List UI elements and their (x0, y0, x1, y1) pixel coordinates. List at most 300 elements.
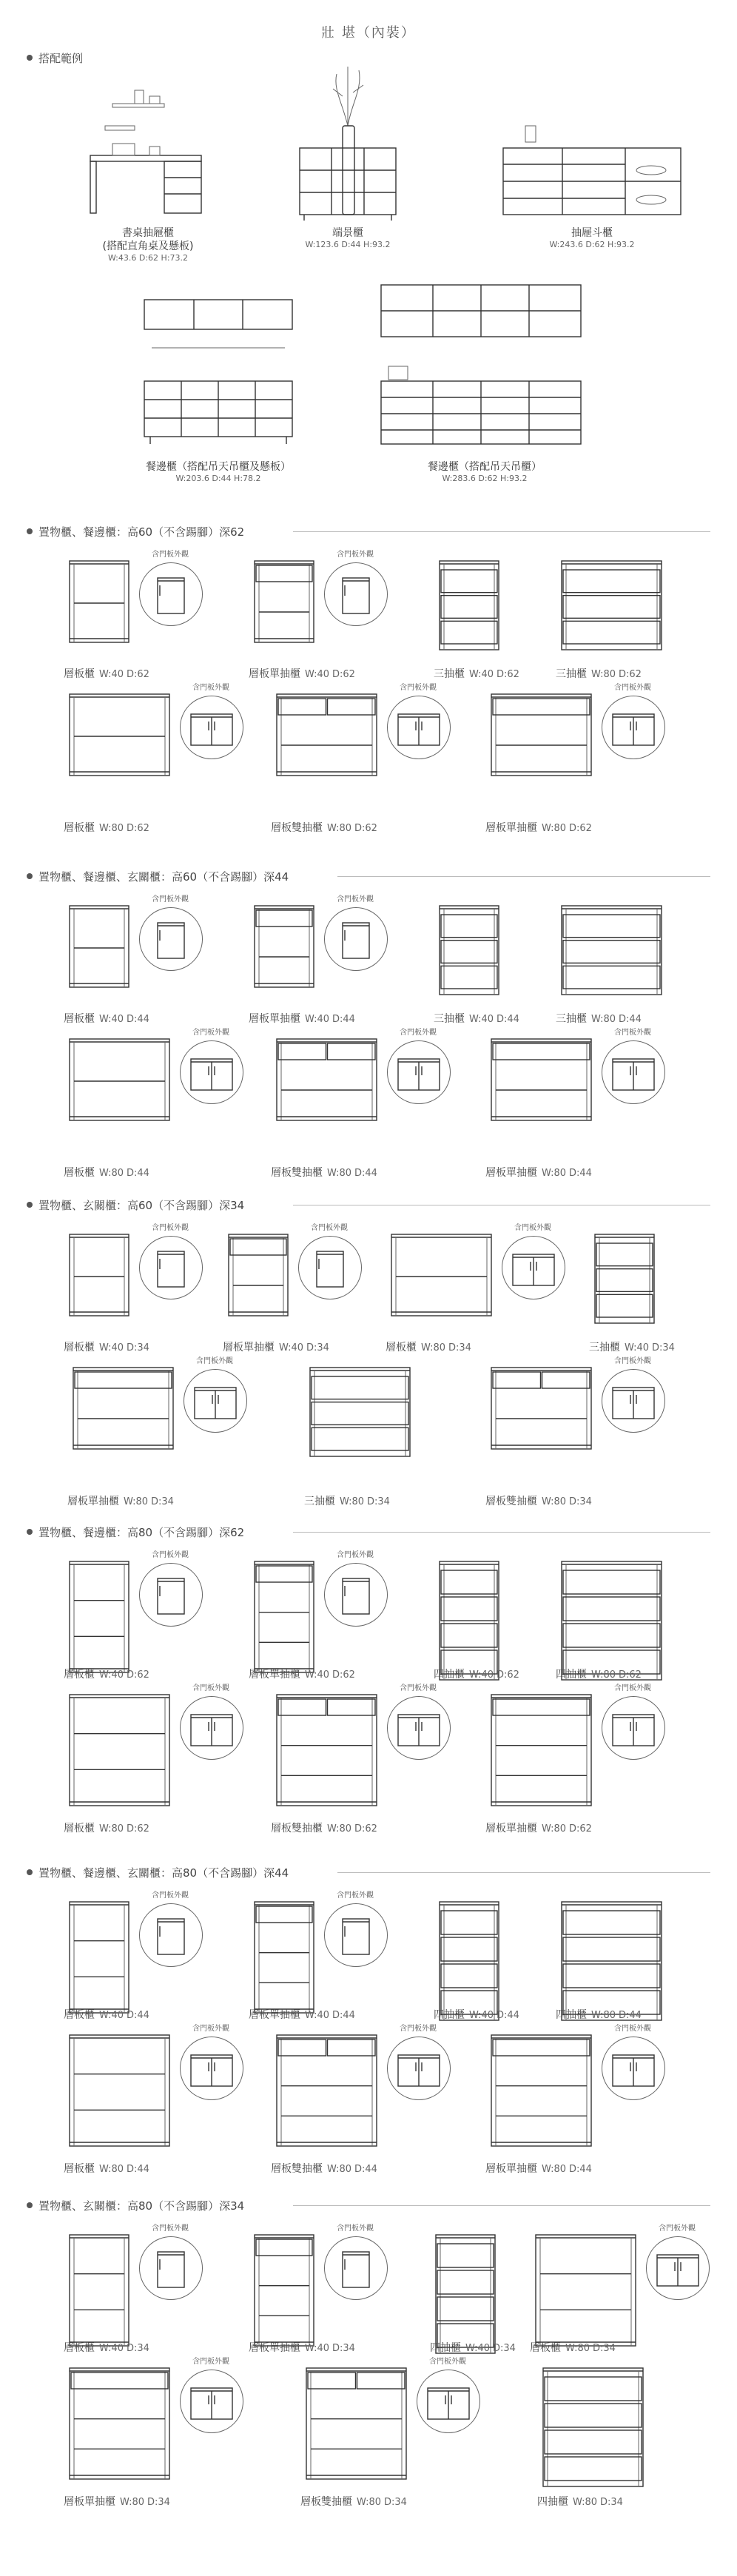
cabinet-label (485, 1493, 595, 1508)
cabinet-name: 層板單抽櫃 (249, 1013, 300, 1025)
cabinet-label (64, 1820, 152, 1835)
door-view-label: 含門板外觀 (152, 1551, 189, 1559)
door-view-label: 含門板外觀 (337, 1551, 374, 1559)
cabinet-dims (591, 1014, 645, 1025)
door-front-icon (325, 908, 387, 970)
cabinet-label (271, 820, 380, 835)
cabinet-depth: D:34 (147, 2497, 170, 2508)
cabinet-name: 三抽櫃 (589, 1342, 620, 1353)
cabinet-width: W:40 (305, 669, 330, 680)
end-cabinet-illustration (292, 59, 403, 222)
cabinet-width: W:80 (421, 1342, 446, 1353)
cabinet-dims (327, 2164, 380, 2175)
cabinet-label (67, 1493, 177, 1508)
section-divider (293, 1532, 710, 1533)
door-front-icon (181, 696, 243, 759)
section-heading (27, 524, 244, 539)
section-heading-text: 置物櫃、餐邊櫃：高60（不含踢腳）深62 (38, 525, 245, 539)
cabinet-depth: D:34 (384, 2497, 407, 2508)
cabinet-dims (99, 669, 152, 680)
cabinet-width: W:80 (327, 1823, 352, 1835)
cabinet-dims (591, 669, 645, 680)
cabinet-depth: D:44 (354, 2164, 377, 2175)
door-front-icon (140, 1564, 202, 1626)
cabinet-name: 層板雙抽櫃 (271, 822, 323, 834)
door-view-circle (180, 2370, 243, 2433)
door-view-label: 含門板外觀 (152, 1224, 189, 1232)
cabinet-name: 層板櫃 (64, 2009, 95, 2021)
door-front-icon (417, 2370, 479, 2432)
cabinet-width: W:40 (465, 2343, 491, 2354)
cabinet-label (64, 1339, 152, 1354)
section-heading-text: 置物櫃、玄關櫃：高60（不含踢腳）深34 (38, 1199, 245, 1212)
cabinet-drawing (67, 898, 133, 995)
cabinet-label (556, 1667, 645, 1681)
bullet-icon (27, 1529, 33, 1535)
cabinet-label (537, 2494, 626, 2509)
cabinet-dims (465, 2343, 519, 2354)
section-heading-text: 置物櫃、餐邊櫃、玄關櫃：高60（不含踢腳）深44 (38, 870, 289, 884)
cabinet-depth: D:44 (569, 1168, 592, 1179)
cabinet-width: W:80 (99, 2164, 124, 2175)
cabinet-depth: D:62 (332, 669, 355, 680)
door-front-icon (602, 696, 664, 759)
cabinet-depth: D:34 (569, 1496, 592, 1507)
door-front-icon (647, 2237, 709, 2299)
cabinet-label (556, 2007, 645, 2022)
cabinet-label (434, 666, 522, 681)
cabinet-width: W:40 (99, 2010, 124, 2021)
cabinet-width: W:80 (591, 2010, 616, 2021)
cabinet-width: W:80 (591, 1669, 616, 1681)
cabinet-name: 層板單抽櫃 (67, 1496, 119, 1507)
cabinet-depth: D:34 (367, 1496, 390, 1507)
cabinet-name: 層板單抽櫃 (64, 2496, 115, 2508)
cabinet-depth: D:34 (332, 2343, 355, 2354)
cabinet-drawing (67, 1894, 133, 2020)
cabinet-depth: D:34 (127, 2343, 149, 2354)
door-view-circle (180, 2037, 243, 2100)
door-view-label: 含門板外觀 (152, 1891, 189, 1900)
cabinet-depth: D:62 (497, 1669, 519, 1681)
cabinet-name: 層板櫃 (386, 1342, 417, 1353)
cabinet-depth: D:34 (448, 1342, 471, 1353)
cabinet-label (249, 2007, 358, 2022)
door-view-circle (139, 907, 203, 971)
cabinet-label (249, 2340, 358, 2355)
cabinet-depth: D:44 (127, 1014, 149, 1025)
cabinet-drawing (67, 1032, 174, 1128)
door-view-label: 含門板外觀 (429, 2358, 466, 2366)
cabinet-label (434, 1011, 522, 1026)
cabinet-depth: D:44 (332, 2010, 355, 2021)
door-view-label: 含門板外觀 (192, 1684, 229, 1692)
cabinet-width: W:40 (305, 1669, 330, 1681)
bullet-icon (27, 528, 33, 534)
cabinet-drawing (252, 554, 318, 650)
desk-drawer-illustration (83, 74, 209, 222)
cabinet-name: 三抽櫃 (556, 668, 587, 680)
cabinet-label (434, 2007, 522, 2022)
cabinet-width: W:80 (327, 2164, 352, 2175)
cabinet-drawing (67, 687, 174, 783)
door-view-circle (417, 2370, 480, 2433)
cabinet-width: W:80 (591, 669, 616, 680)
door-front-icon (602, 2037, 664, 2099)
door-view-label: 含門板外觀 (192, 1029, 229, 1037)
cabinet-dims (542, 1168, 595, 1179)
cabinet-drawing (437, 554, 503, 657)
door-view-circle (602, 1040, 665, 1104)
showcase-item-name: 餐邊櫃（搭配吊天吊櫃及懸板） (146, 461, 291, 473)
cabinet-label (249, 1011, 358, 1026)
cabinet-name: 層板單抽櫃 (485, 1823, 537, 1835)
cabinet-label (249, 666, 358, 681)
cabinet-width: W:40 (305, 2343, 330, 2354)
cabinet-name: 層板單抽櫃 (485, 1167, 537, 1179)
cabinet-label (485, 2161, 595, 2176)
door-view-label: 含門板外觀 (152, 2224, 189, 2233)
door-view-label: 含門板外觀 (614, 684, 651, 692)
cabinet-width: W:80 (99, 823, 124, 834)
cabinet-name: 層板單抽櫃 (485, 822, 537, 834)
cabinet-dims (542, 2164, 595, 2175)
cabinet-width: W:80 (591, 1014, 616, 1025)
door-view-circle (387, 1696, 451, 1760)
door-view-label: 含門板外觀 (192, 684, 229, 692)
door-view-circle (184, 1369, 247, 1433)
cabinet-width: W:40 (469, 1014, 494, 1025)
door-view-circle (324, 907, 388, 971)
cabinet-depth: D:62 (332, 1669, 355, 1681)
door-view-label: 含門板外觀 (311, 1224, 348, 1232)
cabinet-drawing (274, 2028, 381, 2153)
cabinet-depth: D:34 (493, 2343, 516, 2354)
showcase-item-dims: W:243.6 D:62 H:93.2 (549, 240, 635, 249)
cabinet-name: 層板櫃 (64, 822, 95, 834)
cabinet-name: 層板櫃 (64, 2163, 95, 2175)
cabinet-width: W:80 (327, 823, 352, 834)
door-front-icon (181, 1041, 243, 1103)
door-view-circle (180, 1696, 243, 1760)
door-front-icon (140, 2237, 202, 2299)
cabinet-dims (99, 1014, 152, 1025)
cabinet-depth: D:62 (127, 1669, 149, 1681)
cabinet-depth: D:44 (354, 1168, 377, 1179)
cabinet-drawing (488, 2028, 596, 2153)
cabinet-width: W:80 (340, 1496, 365, 1507)
cabinet-dims (591, 2010, 645, 2021)
door-view-label: 含門板外觀 (400, 1029, 437, 1037)
cabinet-width: W:80 (120, 2497, 145, 2508)
cabinet-name: 層板單抽櫃 (223, 1342, 275, 1353)
door-front-icon (388, 696, 450, 759)
cabinet-depth: D:62 (354, 1823, 377, 1835)
section-heading-text: 置物櫃、玄關櫃：高80（不含踢腳）深34 (38, 2199, 245, 2213)
cabinet-drawing (559, 898, 666, 1002)
cabinet-dims (99, 1168, 152, 1179)
door-front-icon (299, 1237, 361, 1299)
door-view-circle (502, 1236, 565, 1299)
door-view-circle (387, 1040, 451, 1104)
door-view-circle (387, 696, 451, 759)
showcase-item-sub: (搭配直角桌及懸板) (102, 241, 194, 252)
cabinet-width: W:40 (99, 1342, 124, 1353)
cabinet-label (64, 1667, 152, 1681)
cabinet-name: 層板櫃 (64, 1669, 95, 1681)
cabinet-drawing (70, 1360, 178, 1456)
cabinet-label (386, 1339, 474, 1354)
cabinet-label (300, 2494, 410, 2509)
bullet-icon (27, 873, 33, 879)
door-view-label: 含門板外觀 (337, 895, 374, 904)
cabinet-label (430, 2340, 519, 2355)
cabinet-depth: D:62 (497, 669, 519, 680)
cabinet-label (64, 2161, 152, 2176)
door-view-label: 含門板外觀 (196, 1357, 233, 1365)
cabinet-dims (305, 2010, 358, 2021)
cabinet-drawing (252, 2227, 318, 2353)
showcase-item-name: 餐邊櫃（搭配吊天吊櫃） (428, 461, 542, 473)
cabinet-width: W:80 (565, 2343, 590, 2354)
cabinet-dims (591, 1669, 645, 1681)
cabinet-depth: D:44 (497, 1014, 519, 1025)
door-front-icon (181, 2370, 243, 2432)
cabinet-drawing (67, 1554, 133, 1680)
door-view-circle (324, 1563, 388, 1627)
cabinet-name: 四抽櫃 (537, 2496, 568, 2508)
door-front-icon (325, 1564, 387, 1626)
cabinet-drawing (67, 2227, 133, 2353)
cabinet-dims (542, 1496, 595, 1507)
door-front-icon (602, 1697, 664, 1759)
cabinet-dims (279, 1342, 332, 1353)
cabinet-drawing (540, 2361, 647, 2494)
door-view-circle (602, 2037, 665, 2100)
door-view-circle (602, 1369, 665, 1433)
cabinet-depth: D:34 (306, 1342, 329, 1353)
cabinet-width: W:80 (542, 1823, 567, 1835)
cabinet-dims (305, 669, 358, 680)
cabinet-depth: D:62 (127, 823, 149, 834)
cabinet-dims (305, 2343, 358, 2354)
door-view-label: 含門板外觀 (614, 1684, 651, 1692)
cabinet-drawing (488, 1687, 596, 1813)
cabinet-width: W:40 (99, 1014, 124, 1025)
door-view-label: 含門板外觀 (659, 2224, 696, 2233)
section-heading (27, 869, 289, 884)
cabinet-label (64, 820, 152, 835)
door-front-icon (325, 2237, 387, 2299)
cabinet-depth: D:44 (569, 2164, 592, 2175)
showcase-item-name: 抽屜斗櫃 (571, 227, 613, 239)
cabinet-dims (99, 2010, 152, 2021)
cabinet-label (64, 666, 152, 681)
cabinet-dims (357, 2497, 410, 2508)
bullet-icon (27, 1869, 33, 1875)
cabinet-name: 層板雙抽櫃 (300, 2496, 352, 2508)
cabinet-dims (99, 2164, 152, 2175)
cabinet-depth: D:34 (151, 1496, 174, 1507)
section-heading-text: 置物櫃、餐邊櫃：高80（不含踢腳）深62 (38, 1526, 245, 1539)
cabinet-label (249, 1667, 358, 1681)
showcase-item-dims: W:283.6 D:62 H:93.2 (442, 474, 528, 483)
cabinet-depth: D:62 (569, 1823, 592, 1835)
door-view-circle (646, 2236, 710, 2300)
section-divider (337, 1872, 710, 1873)
cabinet-label (271, 2161, 380, 2176)
cabinet-name: 四抽櫃 (430, 2342, 461, 2354)
cabinet-name: 層板櫃 (64, 1167, 95, 1179)
cabinet-dims (99, 2343, 152, 2354)
cabinet-name: 層板櫃 (64, 668, 95, 680)
door-view-circle (602, 1696, 665, 1760)
door-view-circle (180, 696, 243, 759)
cabinet-drawing (437, 898, 503, 1002)
cabinet-width: W:40 (469, 2010, 494, 2021)
cabinet-width: W:40 (279, 1342, 304, 1353)
cabinet-label (271, 1165, 380, 1180)
page-title: 壯 堪（內裝） (321, 25, 416, 41)
cabinet-dims (327, 1168, 380, 1179)
cabinet-depth: D:44 (127, 2164, 149, 2175)
showcase-item-dims: W:203.6 D:44 H:78.2 (175, 474, 261, 483)
cabinet-name: 層板櫃 (64, 2342, 95, 2354)
cabinet-name: 層板櫃 (64, 1823, 95, 1835)
cabinet-width: W:80 (542, 1496, 567, 1507)
door-view-circle (139, 562, 203, 626)
cabinet-drawing (67, 1687, 174, 1813)
cabinet-label (64, 1011, 152, 1026)
cabinet-label (64, 2494, 173, 2509)
cabinet-depth: D:44 (619, 1014, 642, 1025)
cabinet-dims (542, 823, 595, 834)
cabinet-dims (120, 2497, 173, 2508)
cabinet-width: W:80 (99, 1168, 124, 1179)
cabinet-drawing (67, 2361, 174, 2486)
cabinet-name: 四抽櫃 (556, 1669, 587, 1681)
showcase-item-name: 端景櫃 (332, 227, 363, 239)
door-view-circle (139, 2236, 203, 2300)
door-front-icon (140, 563, 202, 625)
door-view-label: 含門板外觀 (514, 1224, 551, 1232)
cabinet-drawing (488, 687, 596, 783)
door-front-icon (325, 563, 387, 625)
door-view-circle (387, 2037, 451, 2100)
cabinet-name: 三抽櫃 (434, 668, 465, 680)
door-front-icon (181, 1697, 243, 1759)
cabinet-drawing (303, 2361, 411, 2486)
cabinet-width: W:40 (99, 2343, 124, 2354)
cabinet-label (434, 1667, 522, 1681)
showcase-item-name: 書桌抽屜櫃 (122, 227, 174, 239)
cabinet-label (530, 2340, 619, 2355)
door-front-icon (602, 1370, 664, 1432)
door-view-label: 含門板外觀 (337, 1891, 374, 1900)
cabinet-width: W:80 (357, 2497, 382, 2508)
cabinet-depth: D:34 (652, 1342, 675, 1353)
cabinet-dims (469, 2010, 522, 2021)
door-view-label: 含門板外觀 (192, 2358, 229, 2366)
door-view-label: 含門板外觀 (400, 2025, 437, 2033)
section-divider (337, 876, 710, 877)
cabinet-width: W:80 (124, 1496, 149, 1507)
cabinet-drawing (252, 1554, 318, 1680)
cabinet-name: 四抽櫃 (434, 2009, 465, 2021)
cabinet-depth: D:62 (619, 1669, 642, 1681)
cabinet-label (589, 1339, 678, 1354)
cabinet-name: 層板單抽櫃 (485, 2163, 537, 2175)
door-view-label: 含門板外觀 (614, 1357, 651, 1365)
cabinet-drawing (274, 1032, 381, 1128)
section-heading (27, 2198, 244, 2213)
cabinet-dims (573, 2497, 626, 2508)
cabinet-name: 層板櫃 (64, 1013, 95, 1025)
cabinet-name: 三抽櫃 (434, 1013, 465, 1025)
cabinet-drawing (274, 1687, 381, 1813)
cabinet-label (64, 1165, 152, 1180)
door-front-icon (502, 1237, 565, 1299)
cabinet-name: 層板單抽櫃 (249, 668, 300, 680)
door-front-icon (602, 1041, 664, 1103)
cabinet-name: 四抽櫃 (556, 2009, 587, 2021)
section-heading-text: 置物櫃、餐邊櫃、玄關櫃：高80（不含踢腳）深44 (38, 1866, 289, 1880)
cabinet-drawing (67, 1227, 133, 1323)
section-heading (27, 1865, 289, 1880)
cabinet-drawing (388, 1227, 496, 1323)
cabinet-drawing (226, 1227, 292, 1323)
cabinet-name: 層板櫃 (530, 2342, 561, 2354)
cabinet-depth: D:62 (354, 823, 377, 834)
cabinet-width: W:40 (305, 1014, 330, 1025)
cabinet-dims (565, 2343, 619, 2354)
door-view-label: 含門板外觀 (400, 684, 437, 692)
cabinet-dims (625, 1342, 678, 1353)
cabinet-name: 層板雙抽櫃 (271, 2163, 323, 2175)
door-view-circle (324, 562, 388, 626)
cabinet-depth: D:62 (619, 669, 642, 680)
cabinet-dims (99, 1669, 152, 1681)
cabinet-dims (469, 669, 522, 680)
door-view-circle (602, 696, 665, 759)
bullet-icon (27, 55, 33, 61)
cabinet-dims (305, 1669, 358, 1681)
cabinet-width: W:80 (327, 1168, 352, 1179)
section-divider (293, 531, 710, 532)
door-view-circle (180, 1040, 243, 1104)
cabinet-name: 三抽櫃 (556, 1013, 587, 1025)
cabinet-depth: D:62 (127, 1823, 149, 1835)
cabinet-label (271, 1820, 380, 1835)
cabinet-name: 層板單抽櫃 (249, 2342, 300, 2354)
cabinet-drawing (67, 2028, 174, 2153)
cabinet-dims (469, 1669, 522, 1681)
bullet-icon (27, 2202, 33, 2208)
door-view-circle (324, 2236, 388, 2300)
door-view-label: 含門板外觀 (152, 551, 189, 559)
section-heading (27, 1197, 244, 1213)
cabinet-drawing (488, 1360, 596, 1456)
cabinet-depth: D:34 (600, 2497, 623, 2508)
cabinet-width: W:40 (625, 1342, 650, 1353)
showcase-heading: 搭配範例 (27, 50, 83, 66)
cabinet-drawing (67, 554, 133, 650)
cabinet-drawing (252, 1894, 318, 2020)
door-front-icon (140, 1904, 202, 1966)
cabinet-drawing (533, 2227, 640, 2353)
cabinet-dims (99, 1342, 152, 1353)
sideboard-wall-illustration (137, 292, 300, 451)
